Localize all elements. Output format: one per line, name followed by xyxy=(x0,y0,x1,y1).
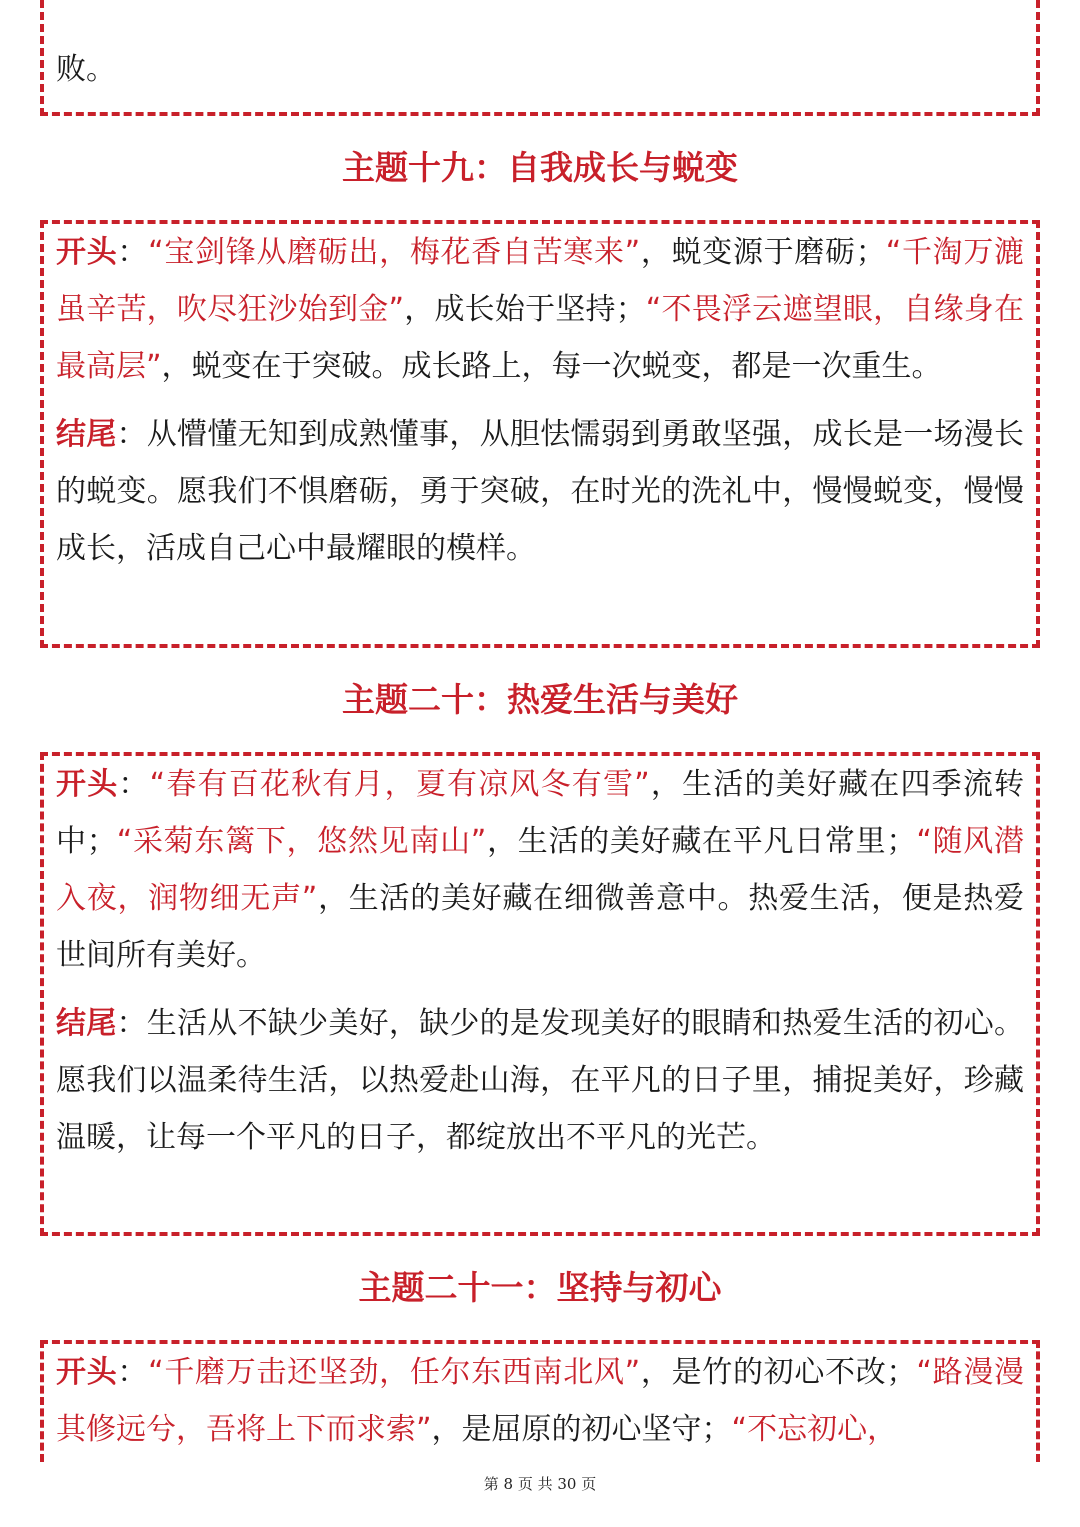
section-20-heading: 主题二十：热爱生活与美好 xyxy=(342,680,738,719)
page-number: 第 8 页 共 30 页 xyxy=(483,1475,597,1493)
section-19-heading: 主题十九：自我成长与蜕变 xyxy=(342,148,738,187)
section-20-opening: 开头：“春有百花秋有月，夏有凉风冬有雪”，生活的美好藏在四季流转中；“采菊东篱下，悠然见南山”，生活的美好藏在平凡日常里；“随风潜入夜，润物细无声”，生活的美好藏在细微善意中。热爱生活，便是热爱世间所有美好。 xyxy=(56,767,1025,973)
quote: “随风潜入夜，润物细无声” xyxy=(56,824,1025,916)
quote: “采菊东篱下，悠然见南山” xyxy=(116,824,487,859)
section-20-ending: 结尾：生活从不缺少美好，缺少的是发现美好的眼睛和热爱生活的初心。愿我们以温柔待生活，以热爱赴山海，在平凡的日子里，捕捉美好，珍藏温暖，让每一个平凡的日子，都绽放出不平凡的光芒。 xyxy=(56,1006,1025,1155)
section-21-heading: 主题二十一：坚持与初心 xyxy=(358,1268,722,1307)
quote: “宝剑锋从磨砺出，梅花香自苦寒来” xyxy=(148,235,641,270)
quote: “不畏浮云遮望眼，自缘身在最高层” xyxy=(56,292,1025,384)
quote: “千磨万击还坚劲，任尔东西南北风” xyxy=(148,1355,641,1390)
section-19-opening: 开头：“宝剑锋从磨砺出，梅花香自苦寒来”，蜕变源于磨砺；“千淘万漉虽辛苦，吹尽狂沙始到金”，成长始于坚持；“不畏浮云遮望眼，自缘身在最高层”，蜕变在于突破。成长路上，每一次蜕变，都是一次重生。 xyxy=(56,235,1025,384)
section-20-box xyxy=(40,752,1040,1236)
quote: “春有百花秋有月，夏有凉风冬有雪” xyxy=(149,767,650,802)
quote: “路漫漫其修远兮，吾将上下而求索” xyxy=(56,1355,1025,1447)
ending-label: 结尾 xyxy=(56,417,117,452)
quote: “千淘万漉虽辛苦，吹尽狂沙始到金” xyxy=(56,235,1025,327)
continued-text-box xyxy=(40,0,1040,116)
section-19-box xyxy=(40,220,1040,648)
quote: “不忘初心， xyxy=(731,1412,898,1447)
continued-paragraph: 败。 xyxy=(56,52,116,87)
section-19-ending: 结尾：从懵懂无知到成熟懂事，从胆怯懦弱到勇敢坚强，成长是一场漫长的蜕变。愿我们不惧磨砺，勇于突破，在时光的洗礼中，慢慢蜕变，慢慢成长，活成自己心中最耀眼的模样。 xyxy=(56,417,1025,566)
section-21-box xyxy=(40,1340,1040,1462)
opening-label: 开头 xyxy=(56,767,119,802)
section-21-opening: 开头：“千磨万击还坚劲，任尔东西南北风”，是竹的初心不改；“路漫漫其修远兮，吾将上下而求索”，是屈原的初心坚守；“不忘初心， xyxy=(56,1355,1025,1447)
opening-label: 开头 xyxy=(56,235,118,270)
opening-label: 开头 xyxy=(56,1355,118,1390)
ending-label: 结尾 xyxy=(56,1006,117,1041)
